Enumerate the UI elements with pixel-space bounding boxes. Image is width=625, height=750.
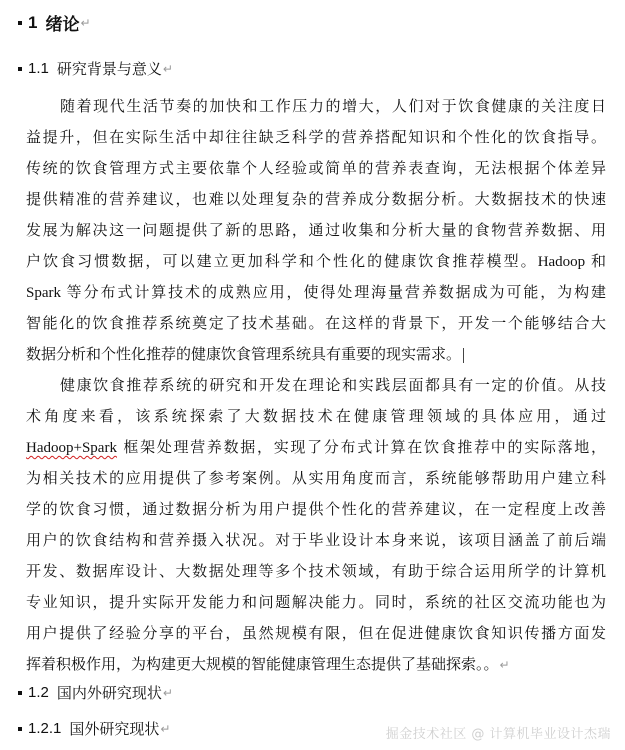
para1-line-2: 益提升，但在实际生活中却往往缺乏科学的营养搭配知识和个性化的饮食指导。 [26,128,606,146]
heading-bullet [18,67,22,71]
para1-line-8: 智能化的饮食推荐系统奠定了技术基础。在这样的背景下，开发一个能够结合大 [26,314,606,332]
para2-line-4: 为相关技术的应用提供了参考案例。从实用角度而言，系统能够帮助用户建立科 [26,469,606,487]
para1-line-7: Spark 等分布式计算技术的成熟应用，使得处理海量营养数据成为可能，为构建 [26,285,606,301]
para2-line-8: 专业知识，提升实际开发能力和问题解决能力。同时，系统的社区交流功能也为 [26,593,606,611]
heading-section-1-1 [18,58,173,79]
paragraph-mark-icon: ↵ [80,15,91,30]
paragraph-mark-icon: ↵ [162,685,173,700]
para1-line-5: 发展为解决这一问题提供了新的思路，通过收集和分析大量的食物营养数据、用 [26,221,606,239]
heading-chapter-1 [18,10,91,35]
para1-line-1: 随着现代生活节奏的加快和工作压力的增大，人们对于饮食健康的关注度日 [60,97,606,115]
heading-text: 研究背景与意义 [56,60,162,78]
para2-line-7: 开发、数据库设计、大数据处理等多个技术领域，有助于综合运用所学的计算机 [26,562,606,580]
heading-number: 1.1 [28,60,49,77]
para2-line-3: Hadoop+Spark 框架处理营养数据，实现了分布式计算在饮食推荐中的实际落地， [26,438,606,456]
para2-line-9: 用户提供了经验分享的平台，虽然规模有限，但在促进健康饮食知识传播方面发 [26,624,606,642]
para1-line-6: 户饮食习惯数据，可以建立更加科学和个性化的健康饮食推荐模型。Hadoop 和 [26,254,606,270]
heading-bullet [18,21,22,25]
heading-number: 1 [28,12,38,32]
heading-text: 国外研究现状 [69,720,160,738]
heading-section-1-2 [18,682,173,703]
heading-bullet [18,691,22,695]
para1-line-3: 传统的饮食管理方式主要依靠个人经验或简单的营养表查询，无法根据个体差异 [26,159,606,177]
para2-line-6: 用户的饮食结构和营养摄入状况。对于毕业设计本身来说，该项目涵盖了前后端 [26,531,606,549]
para2-line-1: 健康饮食推荐系统的研究和开发在理论和实践层面都具有一定的价值。从技 [60,376,606,394]
para1-line-9: 数据分析和个性化推荐的健康饮食管理系统具有重要的现实需求。 [26,344,606,364]
heading-bullet [18,727,22,731]
para2-line-5: 学的饮食习惯，通过数据分析为用户提供个性化的营养建议，在一定程度上改善 [26,500,606,518]
paragraph-mark-icon: ↵ [499,658,510,672]
para2-line-10: 挥着积极作用，为构建更大规模的智能健康管理生态提供了基础探索。。↵ [26,655,510,673]
text-cursor [463,348,464,363]
para2-line-2: 术角度来看，该系统探索了大数据技术在健康管理领域的具体应用，通过 [26,407,606,425]
heading-number: 1.2.1 [28,720,62,737]
watermark: 掘金技术社区 @ 计算机毕业设计杰瑞 [385,727,611,742]
spellcheck-flagged-word[interactable]: Hadoop+Spark [26,440,117,456]
heading-text: 国内外研究现状 [56,684,162,702]
para1-line-4: 提供精准的营养建议，也难以处理复杂的营养成分数据分析。大数据技术的快速 [26,190,606,208]
heading-number: 1.2 [28,684,49,701]
heading-section-1-2-1 [18,718,170,739]
heading-text: 绪论 [45,15,80,35]
paragraph-mark-icon: ↵ [162,61,173,76]
paragraph-mark-icon: ↵ [160,721,171,736]
